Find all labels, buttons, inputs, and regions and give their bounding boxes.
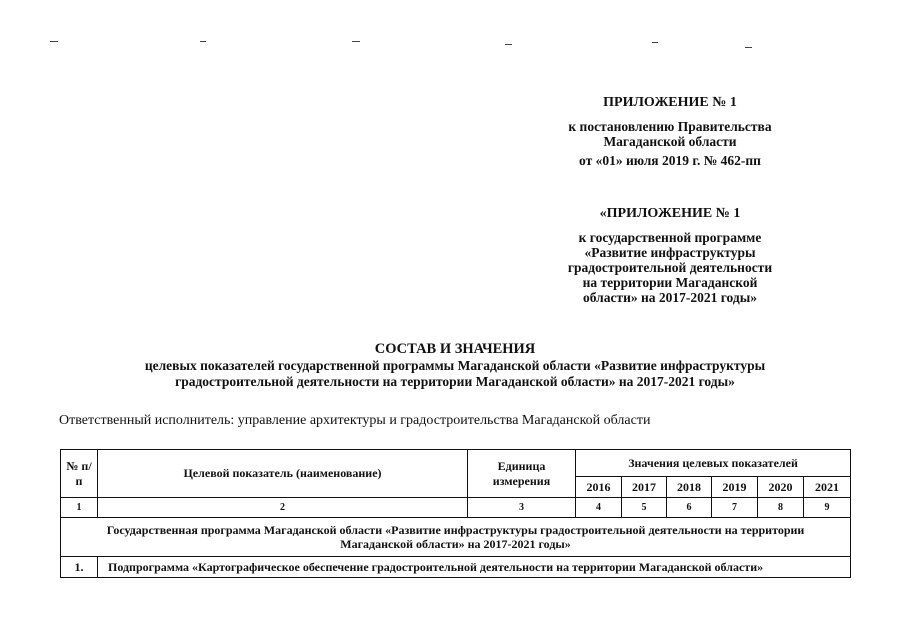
table-header-row	[61, 450, 851, 477]
column-number: 9	[804, 498, 851, 518]
column-number: 7	[712, 498, 758, 518]
column-number: 5	[622, 498, 667, 518]
column-number: 8	[758, 498, 804, 518]
appendix-program-line2: «Развитие инфраструктуры	[584, 245, 756, 260]
appendix-govt-line2: Магаданской области	[603, 134, 737, 149]
indicators-table	[60, 449, 851, 578]
column-number: 3	[468, 498, 576, 518]
header-num: № п/п	[61, 450, 98, 498]
header-year: 2021	[804, 477, 851, 498]
subprogram-row	[61, 557, 851, 578]
appendix-govt-reference	[540, 119, 800, 149]
appendix-program-line1: к государственной программе	[578, 230, 762, 245]
column-number-row	[61, 498, 851, 518]
header-year: 2017	[622, 477, 667, 498]
header-year: 2018	[667, 477, 712, 498]
document-subtitle-line1: целевых показателей государственной программы Магаданской области «Развитие инфраструктуры	[144, 358, 766, 373]
appendix-program-title: «ПРИЛОЖЕНИЕ № 1	[599, 206, 741, 221]
scan-mark	[652, 42, 658, 43]
appendix-govt-title: ПРИЛОЖЕНИЕ № 1	[603, 95, 737, 110]
program-title-cell: Государственная программа Магаданской области «Развитие инфраструктуры градостроительной деятельности на территории Магаданской области» на 2017-2021 годы»	[61, 518, 851, 557]
appendix-program-line5: области» на 2017-2021 годы»	[582, 290, 758, 305]
header-unit: Единица измерения	[468, 450, 576, 498]
scan-mark	[50, 41, 58, 42]
appendix-program-reference	[540, 230, 800, 305]
header-indicator: Целевой показатель (наименование)	[98, 450, 468, 498]
appendix-program-line4: на территории Магаданской	[582, 275, 758, 290]
subprogram-title-cell: Подпрограмма «Картографическое обеспечение градостроительной деятельности на территории Магаданской области»	[98, 557, 851, 578]
scan-mark	[352, 41, 360, 42]
document-subtitle-line2: градостроительной деятельности на территории Магаданской области» на 2017-2021 годы»	[175, 374, 735, 389]
column-number: 1	[61, 498, 98, 518]
header-values-group: Значения целевых показателей	[576, 450, 851, 477]
document-subtitle	[80, 358, 830, 390]
scan-mark	[505, 44, 512, 45]
header-year: 2016	[576, 477, 622, 498]
document-title: СОСТАВ И ЗНАЧЕНИЯ	[374, 341, 536, 357]
program-row	[61, 518, 851, 557]
appendix-govt-date: от «01» июля 2019 г. № 462-пп	[579, 153, 761, 168]
subprogram-num: 1.	[61, 557, 98, 578]
scan-mark	[200, 41, 206, 42]
header-year: 2019	[712, 477, 758, 498]
scan-mark	[745, 47, 752, 48]
column-number: 4	[576, 498, 622, 518]
column-number: 6	[667, 498, 712, 518]
appendix-govt-line1: к постановлению Правительства	[568, 119, 772, 134]
header-year: 2020	[758, 477, 804, 498]
responsible-executor: Ответственный исполнитель: управление архитектуры и градостроительства Магаданской области	[59, 413, 651, 428]
appendix-program-line3: градостроительной деятельности	[567, 260, 773, 275]
column-number: 2	[98, 498, 468, 518]
